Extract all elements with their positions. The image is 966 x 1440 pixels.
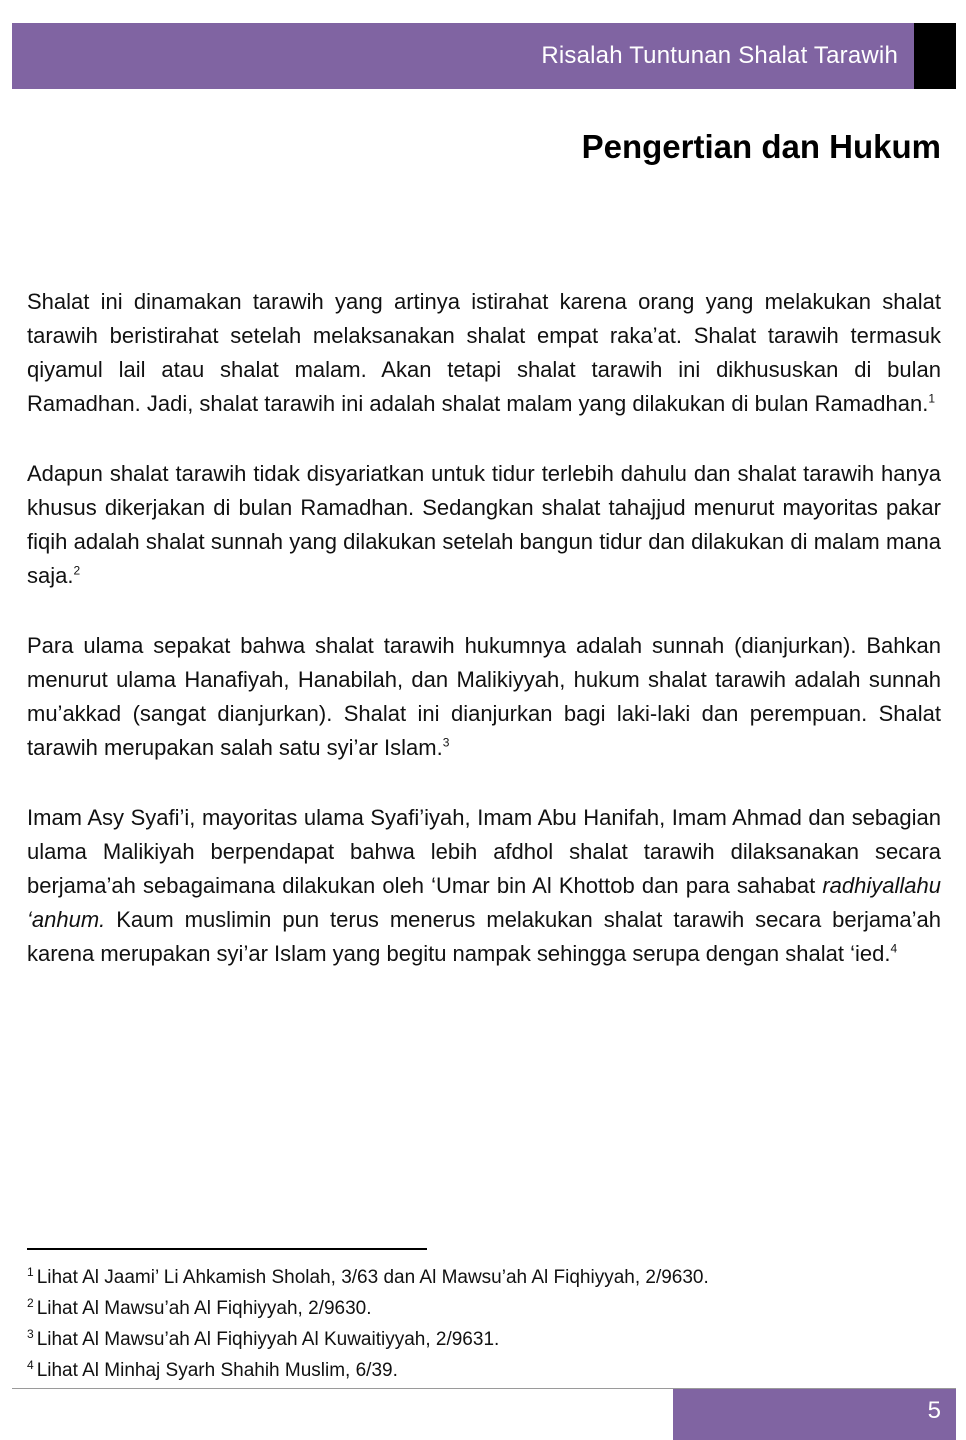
paragraph-text: Adapun shalat tarawih tidak disyariatkan untuk tidur terlebih dahulu dan shalat tarawih hanya khusus dikerjakan di bulan Ramadhan. Sedangkan shalat tahajjud menurut mayoritas pakar fiqih adalah shalat sunnah yang dilakukan setelah bangun tidur dan dilakukan di malam mana saja. bbox=[27, 461, 941, 588]
paragraph-text: Kaum muslimin pun terus menerus melakukan shalat tarawih secara berjama’ah karena merupakan syi’ar Islam yang begitu nampak sehingga serupa dengan shalat ‘ied. bbox=[27, 907, 941, 966]
page-number: 5 bbox=[927, 1397, 941, 1424]
footnote-item bbox=[27, 1293, 941, 1324]
paragraph-text: Shalat ini dinamakan tarawih yang artinya istirahat karena orang yang melakukan shalat tarawih beristirahat setelah melaksanakan shalat empat raka’at. Shalat tarawih termasuk qiyamul lail atau shalat malam. Akan tetapi shalat tarawih ini dikhususkan di bulan Ramadhan. Jadi, shalat tarawih ini adalah shalat malam yang dilakukan di bulan Ramadhan. bbox=[27, 289, 941, 416]
paragraph-text: Imam Asy Syafi’i, mayoritas ulama Syafi’iyah, Imam Abu Hanifah, Imam Ahmad dan sebagian ulama Malikiyah berpendapat bahwa lebih afdhol shalat tarawih dilaksanakan secara berjama’ah sebagaimana dilakukan oleh ‘Umar bin Al Khottob dan para sahabat bbox=[27, 805, 941, 898]
paragraph-2 bbox=[27, 457, 941, 593]
paragraph-3 bbox=[27, 629, 941, 765]
page-number-box bbox=[673, 1389, 956, 1440]
main-content bbox=[27, 285, 941, 1007]
footnote-text: Lihat Al Mawsu’ah Al Fiqhiyyah Al Kuwaitiyyah, 2/9631. bbox=[36, 1329, 500, 1350]
paragraph-1 bbox=[27, 285, 941, 421]
footnote-number: 2 bbox=[27, 1295, 34, 1310]
paragraph-text: Para ulama sepakat bahwa shalat tarawih hukumnya adalah sunnah (dianjurkan). Bahkan menurut ulama Hanafiyah, Hanabilah, dan Malikiyyah, hukum shalat tarawih adalah sunnah mu’akkad (sangat dianjurkan). Shalat ini dianjurkan bagi laki-laki dan perempuan. Shalat tarawih merupakan salah satu syi’ar Islam. bbox=[27, 633, 941, 760]
footnote-separator bbox=[27, 1248, 427, 1250]
footnote-text: Lihat Al Mawsu’ah Al Fiqhiyyah, 2/9630. bbox=[36, 1298, 372, 1319]
footnote-item bbox=[27, 1324, 941, 1355]
header-title: Risalah Tuntunan Shalat Tarawih bbox=[541, 42, 898, 69]
footnote-item bbox=[27, 1262, 941, 1293]
footnote-ref[interactable]: 3 bbox=[442, 735, 450, 750]
header-tab bbox=[914, 23, 956, 89]
header-band bbox=[12, 23, 914, 89]
paragraph-4 bbox=[27, 801, 941, 971]
footnote-text: Lihat Al Minhaj Syarh Shahih Muslim, 6/39. bbox=[36, 1360, 398, 1381]
footnote-number: 4 bbox=[27, 1357, 34, 1372]
footnote-ref[interactable]: 2 bbox=[73, 563, 81, 578]
paragraph-italic-phrase: radhiyallahu ‘anhum. bbox=[27, 873, 941, 932]
footnote-ref[interactable]: 4 bbox=[890, 941, 898, 956]
footnote-number: 3 bbox=[27, 1326, 34, 1341]
footnote-number: 1 bbox=[27, 1264, 34, 1279]
footnote-item bbox=[27, 1355, 941, 1386]
page-title: Pengertian dan Hukum bbox=[581, 128, 941, 165]
footnotes bbox=[27, 1262, 941, 1386]
footnote-ref[interactable]: 1 bbox=[928, 391, 936, 406]
footnote-text: Lihat Al Jaami’ Li Ahkamish Sholah, 3/63 dan Al Mawsu’ah Al Fiqhiyyah, 2/9630. bbox=[36, 1267, 709, 1288]
